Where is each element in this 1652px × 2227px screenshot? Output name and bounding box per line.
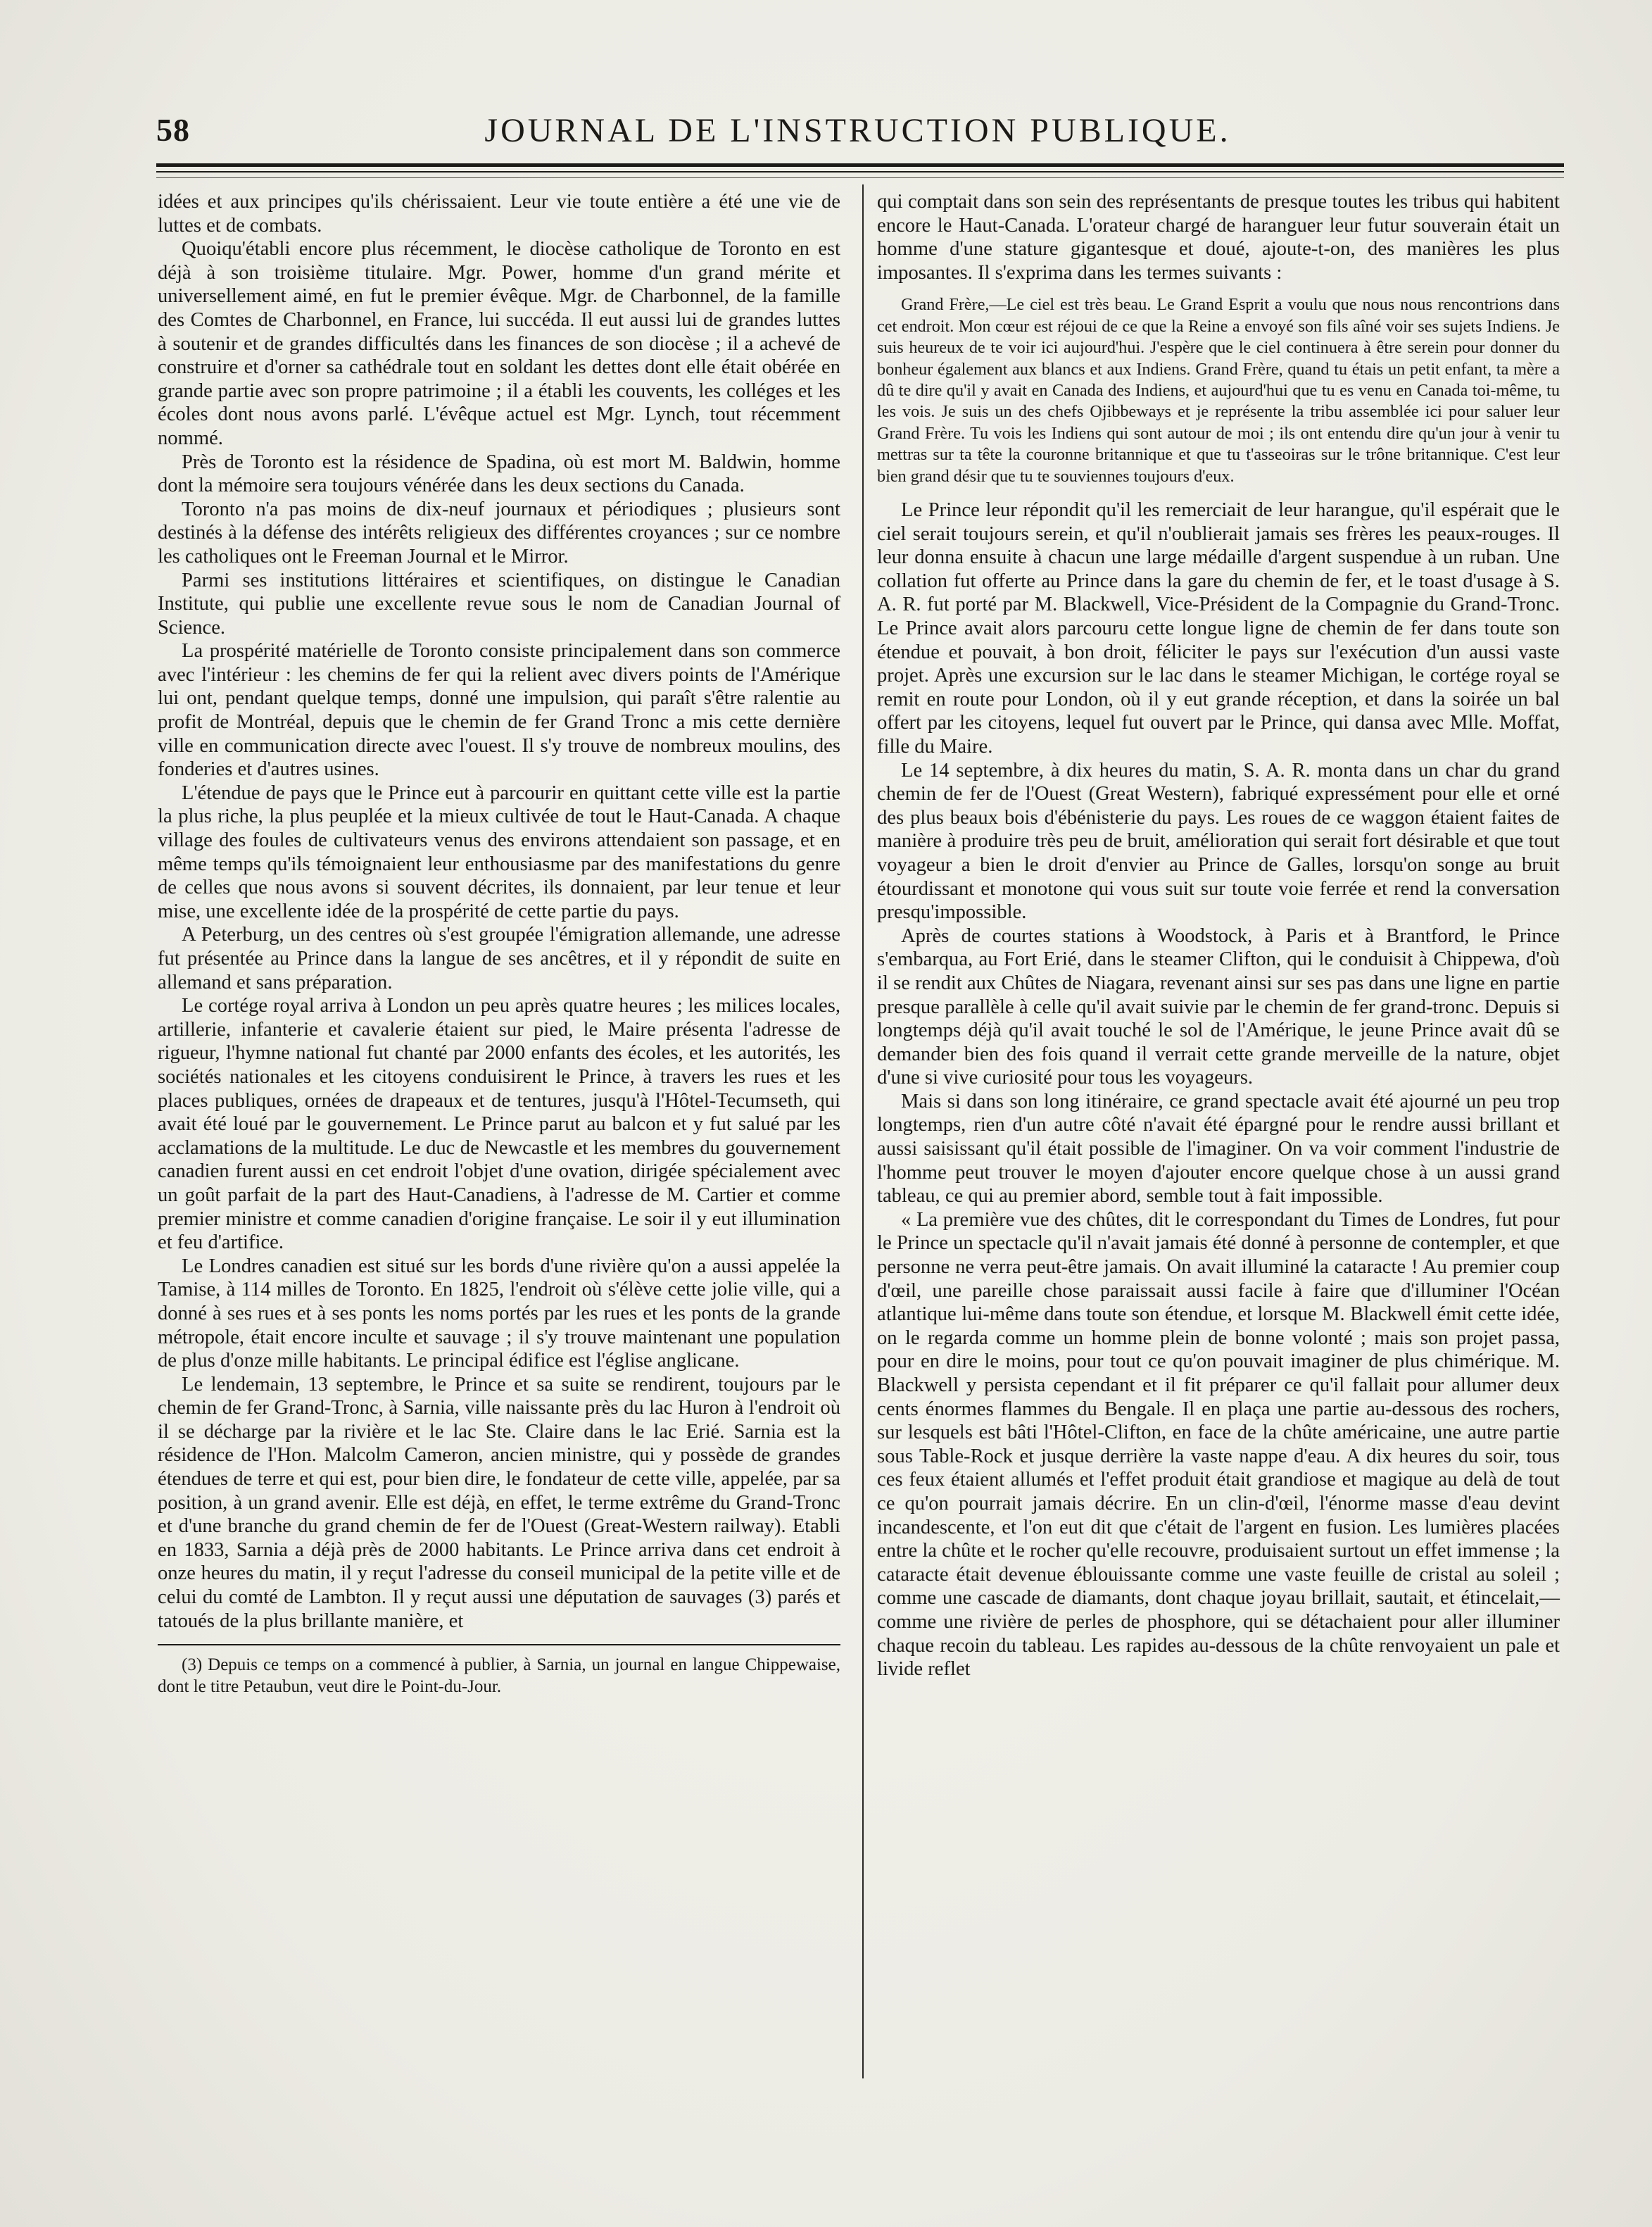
column-divider <box>862 184 864 2078</box>
paragraph: Le Prince leur répondit qu'il les remerciait de leur harangue, qu'il espérait que le ciel serait toujours serein, et qu'il n'oublierait jamais ses frères les peaux-rouges. Il leur donna ensuite à chacun une large médaille d'argent suspendue à un ruban. Une collation fut offerte au Prince dans la gare du chemin de fer, et le toast d'usage à S. A. R. fut porté par M. Blackwell, Vice-Président de la Compagnie du Grand-Tronc. Le Prince avait alors parcouru cette longue ligne de chemin de fer dans toute son étendue et pouvait, à bon droit, féliciter le pays sur l'exécution d'un aussi vaste projet. Après une excursion sur le lac dans le steamer Michigan, le cortége royal se remit en route pour London, où il y eut grande réception, et dans la soirée un bal offert par les citoyens, lequel fut ouvert par le Prince, qui dansa avec Mlle. Moffat, fille du Maire. <box>877 499 1560 758</box>
left-column <box>158 190 840 1698</box>
paragraph: Quoiqu'établi encore plus récemment, le diocèse catholique de Toronto en est déjà à son troisième titulaire. Mgr. Power, homme d'un grand mérite et universellement aimé, en fut le premier évêque. Mgr. de Charbonnel, de la famille des Comtes de Charbonnel, en France, lui succéda. Il eut aussi lui de grandes luttes à soutenir et de grandes difficultés dans les finances de son diocèse ; il a achevé de construire et d'orner sa cathédrale tout en soldant les dettes dont elle était obérée en grande partie avec son propre patrimoine ; il a établi les couvents, les colléges et les écoles dont nous avons parlé. L'évêque actuel est Mgr. Lynch, tout récemment nommé. <box>158 238 840 449</box>
header-rule-thick <box>156 163 1564 167</box>
header-rule-thin <box>156 171 1564 172</box>
running-title: JOURNAL DE L'INSTRUCTION PUBLIQUE. <box>484 112 1231 149</box>
paragraph: Le cortége royal arriva à London un peu après quatre heures ; les milices locales, artillerie, infanterie et cavalerie étaient sur pied, le Maire présenta l'adresse de rigueur, l'hymne national fut chanté par 2000 enfants des écoles, et les autorités, les sociétés nationales et les citoyens conduisirent le Prince, à travers les rues et les places publiques, ornées de drapeaux et de tentures, jusqu'à l'Hôtel-Tecumseth, qui avait été loué par le gouvernement. Le Prince parut au balcon et y fut salué par les acclamations de la multitude. Le duc de Newcastle et les membres du gouvernement canadien furent aussi en cet endroit l'objet d'une ovation, dirigée spécialement avec un goût parfait de la part des Haut-Canadiens, à l'adresse de M. Cartier et comme premier ministre et comme canadien d'origine française. Le soir il y eut illumination et feu d'artifice. <box>158 995 840 1254</box>
right-column <box>877 190 1560 1681</box>
paragraph: Parmi ses institutions littéraires et scientifiques, on distingue le Canadian Institute, qui publie une excellente revue sous le nom de Canadian Journal of Science. <box>158 569 840 639</box>
paragraph: Le lendemain, 13 septembre, le Prince et sa suite se rendirent, toujours par le chemin de fer Grand-Tronc, à Sarnia, ville naissante près du lac Huron à l'endroit où il se décharge par la rivière et le lac Ste. Claire dans le lac Erié. Sarnia est la résidence de l'Hon. Malcolm Cameron, ancien ministre, qui y possède de grandes étendues de terre et qui est, pour bien dire, le fondateur de cette ville, appelée, par sa position, à un grand avenir. Elle est déjà, en effet, le terme extrême du Grand-Tronc et d'une branche du grand chemin de fer de l'Ouest (Great-Western railway). Etabli en 1833, Sarnia a déjà près de 2000 habitants. Le Prince arriva dans cet endroit à onze heures du matin, il y reçut l'adresse du conseil municipal de la petite ville et de celui du comté de Lambton. Il y reçut aussi une députation de sauvages (3) parés et tatoués de la plus brillante manière, et <box>158 1373 840 1632</box>
speech-quote: Grand Frère,—Le ciel est très beau. Le Grand Esprit a voulu que nous nous rencontrions dans cet endroit. Mon cœur est réjoui de ce que la Reine a envoyé son fils aîné voir ses sujets Indiens. Je suis heureux de te voir ici aujourd'hui. J'espère que le ciel continuera à être serein pour donner du bonheur également aux blancs et aux Indiens. Grand Frère, quand tu étais un petit enfant, ta mère a dû te dire qu'il y avait en Canada des Indiens, et aujourd'hui que tu es venu en Canada toi-même, tu les vois. Je suis un des chefs Ojibbeways et je représente la tribu assemblée ici pour saluer leur Grand Frère. Tu vois les Indiens qui sont autour de moi ; ils ont entendu dire qu'un jour à venir tu mettras sur ta tête la couronne britannique et que tu t'asseoiras sur le trône britannique. C'est leur bien grand désir que tu te souviennes toujours d'eux. <box>877 295 1560 486</box>
paragraph: La prospérité matérielle de Toronto consiste principalement dans son commerce avec l'intérieur : les chemins de fer qui la relient avec divers points de l'Amérique lui ont, pendant quelque temps, donné une impulsion, qui paraît s'être ralentie au profit de Montréal, depuis que le chemin de fer Grand Tronc a mis cette dernière ville en communication directe avec l'ouest. Il s'y trouve de nombreux moulins, des fonderies et d'autres usines. <box>158 640 840 781</box>
footnote: (3) Depuis ce temps on a commencé à publier, à Sarnia, un journal en langue Chippewaise, dont le titre Petaubun, veut dire le Point-du-Jour. <box>158 1655 840 1697</box>
paragraph: idées et aux principes qu'ils chérissaient. Leur vie toute entière a été une vie de luttes et de combats. <box>158 191 840 237</box>
paragraph: « La première vue des chûtes, dit le correspondant du Times de Londres, fut pour le Prince un spectacle qu'il n'avait jamais été donné à personne de contempler, et que personne ne verra peut-être jamais. On avait illuminé la cataracte ! Au premier coup d'œil, une pareille chose paraissait aussi facile à faire que d'illuminer l'Océan atlantique lui-même dans toute son étendue, et lorsque M. Blackwell émit cette idée, on le regarda comme un homme plein de bonne volonté ; mais son projet passa, pour en dire le moins, pour tout ce qu'on pouvait imaginer de plus chimérique. M. Blackwell y persista cependant et il fit préparer ce qu'il fallait pour allumer deux cents énormes flammes du Bengale. Il en plaça une partie au-dessous des rochers, sur lesquels est bâti l'Hôtel-Clifton, en face de la chûte américaine, une autre partie sous Table-Rock et jusque derrière la vaste nappe d'eau. A dix heures du soir, tous ces feux étaient allumés et l'effet produit était grandiose et magique au delà de tout ce qu'on pourrait jamais décrire. En un clin-d'œil, l'énorme masse d'eau devint incandescente, et l'on eut dit que c'était de l'argent en fusion. Les lumières placées entre la chûte et le rocher qu'elle recouvre, produisaient surtout un effet immense ; la cataracte était devenue éblouissante comme une vaste feuille de cristal au soleil ; comme une cascade de diamants, dont chaque joyau brillait, sautait, et étincelait,—comme une rivière de perles de phosphore, qui se détachaient pour aller illuminer chaque recoin du tableau. Les rapides au-dessous de la chûte renvoyaient un pale et livide reflet <box>877 1208 1560 1681</box>
paragraph: L'étendue de pays que le Prince eut à parcourir en quittant cette ville est la partie la plus riche, la plus peuplée et la mieux cultivée de tout le Haut-Canada. A chaque village des foules de cultivateurs venus des environs attendaient son passage, et en même temps qu'ils témoignaient leur enthousiasme par des manifestations du genre de celles que nous avons si souvent décrites, ils donnaient, par leur tenue et leur mise, une excellente idée de la prospérité de cette partie du pays. <box>158 782 840 922</box>
paragraph: A Peterburg, un des centres où s'est groupée l'émigration allemande, une adresse fut présentée au Prince dans la langue de ses ancêtres, et il y répondit de suite en allemand et sans préparation. <box>158 924 840 993</box>
paragraph: Mais si dans son long itinéraire, ce grand spectacle avait été ajourné un peu trop longtemps, rien d'un autre côté n'avait été épargné pour le rendre aussi brillant et aussi saisissant qu'il était possible de l'imaginer. On va voir comment l'industrie de l'homme peut trouver le moyen d'ajouter encore quelque chose à un aussi grand tableau, ce qui au premier abord, semble tout à fait impossible. <box>877 1090 1560 1207</box>
paragraph: Toronto n'a pas moins de dix-neuf journaux et périodiques ; plusieurs sont destinés à la défense des intérêts religieux des différentes croyances ; sur ce nombre les catholiques ont le Freeman Journal et le Mirror. <box>158 498 840 567</box>
paragraph: Le Londres canadien est situé sur les bords d'une rivière qu'on a aussi appelée la Tamise, à 114 milles de Toronto. En 1825, l'endroit où s'élève cette jolie ville, qui a donné à ses rues et à ses ponts les noms portés par les rues et les ponts de la grande métropole, était encore inculte et sauvage ; il s'y trouve maintenant une population de plus d'onze mille habitants. Le principal édifice est l'église anglicane. <box>158 1255 840 1372</box>
footnote-rule <box>158 1644 840 1645</box>
page-number: 58 <box>156 112 190 148</box>
header-rule-hairline <box>156 177 1564 178</box>
paragraph: qui comptait dans son sein des représentants de presque toutes les tribus qui habitent encore le Haut-Canada. L'orateur chargé de haranguer leur futur souverain était un homme d'une stature gigantesque et doué, ajoute-t-on, des manières les plus imposantes. Il s'exprima dans les termes suivants : <box>877 191 1560 284</box>
paragraph: Le 14 septembre, à dix heures du matin, S. A. R. monta dans un char du grand chemin de fer de l'Ouest (Great Western), fabriqué expressément pour elle et orné des plus beaux bois d'ébénisterie du pays. Les roues de ce waggon étaient faites de manière à produire très peu de bruit, amélioration qui serait fort désirable et que tout voyageur a bien le droit d'envier au Prince de Galles, lorsqu'on songe au bruit étourdissant et monotone qui vous suit sur toute voie ferrée et rend la conversation presqu'impossible. <box>877 759 1560 924</box>
paragraph: Près de Toronto est la résidence de Spadina, où est mort M. Baldwin, homme dont la mémoire sera toujours vénérée dans les deux sections du Canada. <box>158 451 840 497</box>
paragraph: Après de courtes stations à Woodstock, à Paris et à Brantford, le Prince s'embarqua, au Fort Erié, dans le steamer Clifton, qui le conduisit à Chippewa, d'où il se rendit aux Chûtes de Niagara, revenant ainsi sur ses pas dans une ligne en partie presque parallèle à celle qu'il avait suivie par le chemin de fer grand-tronc. Depuis si longtemps déjà qu'il avait touché le sol de l'Amérique, le jeune Prince avait dû se demander bien des fois quand il verrait cette grande merveille de la nature, objet d'une si vive curiosité pour tous les voyageurs. <box>877 924 1560 1089</box>
